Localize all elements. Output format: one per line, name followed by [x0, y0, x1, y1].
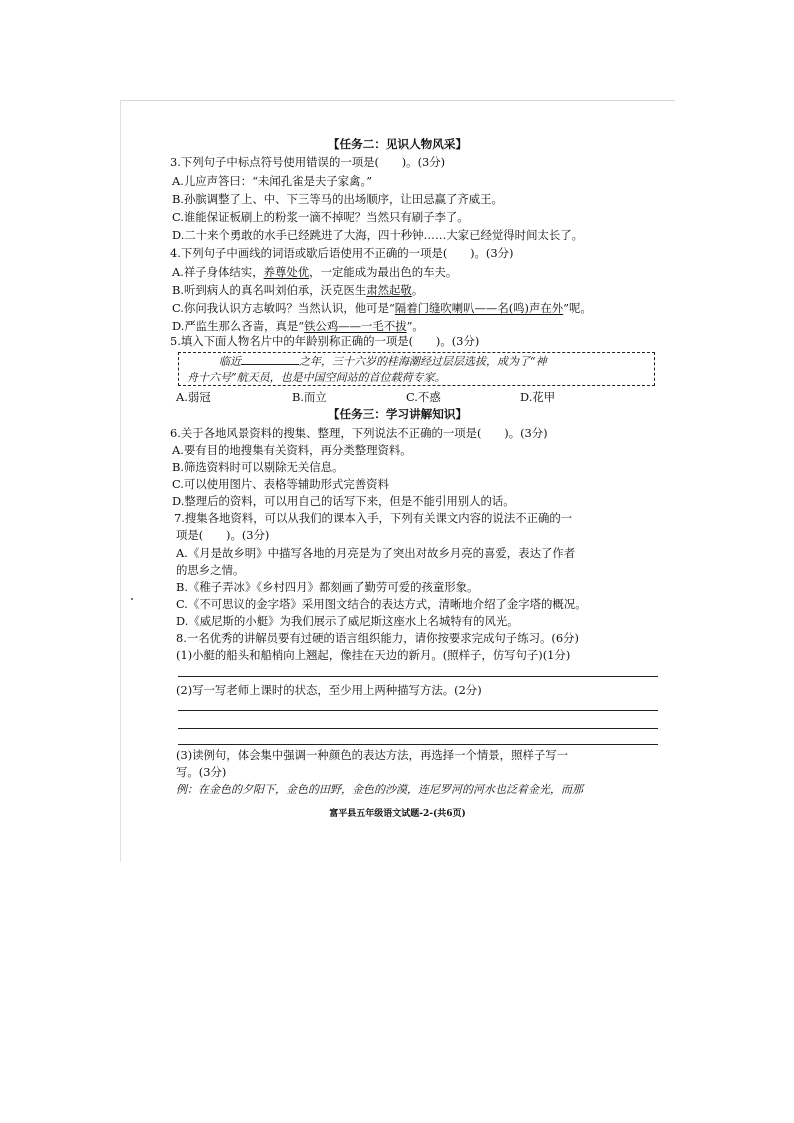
- q3-option-b: B.孙膑调整了上、中、下三等马的出场顺序，让田忌赢了齐威王。: [172, 192, 503, 206]
- q5-name-card: [178, 352, 655, 386]
- q3-option-a: A.儿应声答曰：“未闻孔雀是夫子家禽。”: [172, 174, 373, 188]
- scan-border-left: [120, 100, 121, 862]
- q5-option-a: A.弱冠: [176, 390, 211, 404]
- q3-stem: 3.下列句子中标点符号使用错误的一项是( )。(3分): [170, 155, 446, 169]
- card-text-mid: 之年，三十六岁的桂海潮经过层层选拔，成为了“神: [299, 355, 547, 368]
- q4-stem: 4.下列句子中画线的词语或歇后语使用不正确的一项是( )。(3分): [170, 246, 514, 260]
- q4-option-d: D.严监生那么吝啬，真是“铁公鸡——一毛不拔”。: [172, 319, 424, 333]
- scan-speck: [131, 598, 133, 600]
- q8-part3-line1: (3)读例句，体会集中强调一种颜色的表达方法，再选择一个情景，照样子写一: [176, 748, 569, 762]
- q4-c-underlined: 隔着门缝吹喇叭——名(鸣)声在外: [394, 301, 564, 315]
- q5-stem: 5.填入下面人物名片中的年龄别称正确的一项是( )。(3分): [170, 334, 480, 348]
- q4-option-a: A.祥子身体结实，养尊处优，一定能成为最出色的车夫。: [172, 265, 458, 279]
- card-text-start: 临近: [219, 355, 241, 368]
- q7-option-c: C.《不可思议的金字塔》采用图文结合的表达方式，清晰地介绍了金字塔的概况。: [176, 597, 587, 611]
- q7-option-a-line1: A.《月是故乡明》中描写各地的月亮是为了突出对故乡月亮的喜爱，表达了作者: [176, 546, 576, 560]
- card-text-line2: 舟十六号”航天员，也是中国空间站的首位载荷专家。: [187, 371, 446, 384]
- q8-part2: (2)写一写老师上课时的状态，至少用上两种描写方法。(2分): [176, 683, 482, 697]
- section-title-task3: 【任务三：学习讲解知识】: [327, 407, 468, 421]
- page-footer: 富平县五年级语文试题-2-(共6页): [329, 809, 466, 819]
- q5-option-c: C.不惑: [406, 390, 441, 404]
- q3-option-c: C.谁能保证板刷上的粉浆一滴不掉呢？当然只有刷子李了。: [172, 210, 469, 224]
- q4-a-underlined: 养尊处优: [263, 265, 310, 279]
- section-title-task2: 【任务二：见识人物风采】: [327, 137, 468, 151]
- q4-option-c: C.你问我认识方志敏吗？当然认识，他可是“隔着门缝吹喇叭——名(鸣)声在外”呢。: [172, 301, 592, 315]
- answer-line-3: [178, 728, 658, 729]
- q4-b-underlined: 肃然起敬: [366, 283, 412, 297]
- q8-stem: 8.一名优秀的讲解员要有过硬的语言组织能力，请你按要求完成句子练习。(6分): [176, 631, 579, 645]
- q5-option-d: D.花甲: [520, 390, 556, 404]
- q7-option-b: B.《稚子弄冰》《乡村四月》都刻画了勤劳可爱的孩童形象。: [176, 580, 479, 594]
- q7-stem-line2: 项是( )。(3分): [176, 528, 270, 542]
- scan-border-top: [120, 100, 675, 101]
- q8-part3-line2: 写。(3分): [176, 765, 227, 779]
- answer-line-2: [178, 710, 658, 711]
- q7-option-d: D.《威尼斯的小艇》为我们展示了威尼斯这座水上名城特有的风光。: [176, 614, 519, 628]
- q6-option-a: A.要有目的地搜集有关资料，再分类整理资料。: [172, 443, 412, 457]
- answer-line-4: [178, 744, 658, 745]
- q5-option-b: B.而立: [292, 390, 327, 404]
- q4-option-b: B.听到病人的真名叫刘伯承，沃克医生肃然起敬。: [172, 283, 424, 297]
- card-blank: [241, 354, 299, 365]
- q6-stem: 6.关于各地风景资料的搜集、整理，下列说法不正确的一项是( )。(3分): [170, 426, 548, 440]
- q3-option-d: D.二十来个勇敢的水手已经跳进了大海，四十秒钟……大家已经觉得时间太长了。: [172, 228, 584, 242]
- q8-part1: (1)小艇的船头和船梢向上翘起，像挂在天边的新月。(照样子，仿写句子)(1分): [176, 648, 571, 662]
- q6-option-c: C.可以使用图片、表格等辅助形式完善资料: [172, 477, 389, 491]
- answer-line-1: [178, 676, 658, 677]
- q8-example: 例：在金色的夕阳下，金色的田野，金色的沙漠，连尼罗河的河水也泛着金光，而那: [176, 783, 583, 796]
- q4-d-underlined: 铁公鸡——一毛不拔: [304, 319, 407, 333]
- q7-stem-line1: 7.搜集各地资料，可以从我们的课本入手，下列有关课文内容的说法不正确的一: [174, 511, 573, 525]
- q6-option-b: B.筛选资料时可以剔除无关信息。: [172, 460, 344, 474]
- q7-option-a-line2: 的思乡之情。: [176, 563, 245, 577]
- q6-option-d: D.整理后的资料，可以用自己的话写下来，但是不能引用别人的话。: [172, 494, 515, 508]
